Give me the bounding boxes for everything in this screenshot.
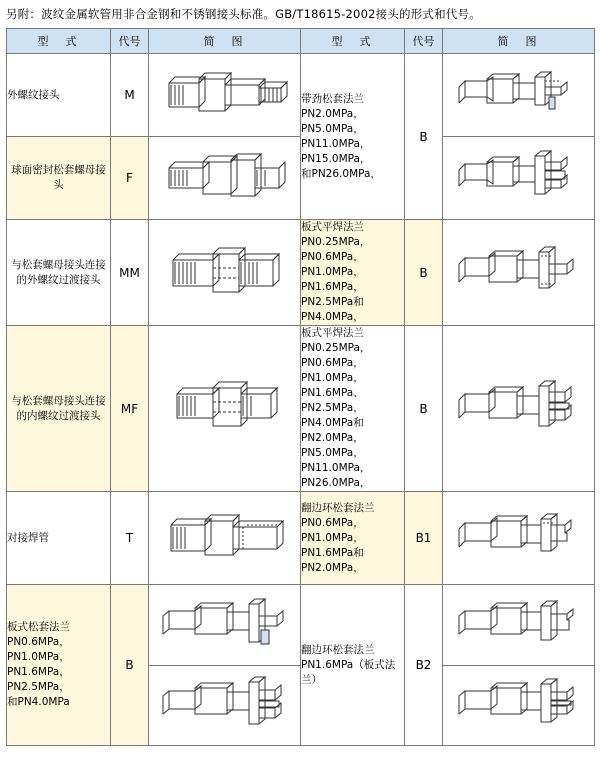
table-row (7, 326, 595, 492)
type-cell-left-2: 与松套螺母接头连接的外螺纹过渡接头 (7, 220, 111, 326)
code-cell-right-2: B (405, 326, 443, 492)
code-cell-left-3: MF (111, 326, 149, 492)
code-cell-right-1: B (405, 220, 443, 326)
spherical-seal-union-nut-fitting-diagram (155, 140, 295, 216)
table-row (7, 585, 595, 666)
header-type-left: 型 式 (7, 29, 111, 54)
figure-cell-left-3 (149, 326, 301, 492)
flared-ring-loose-flange-plate-diagram (449, 586, 589, 664)
male-thread-transition-fitting-diagram (155, 230, 295, 316)
figure-cell-right-0b (443, 137, 595, 220)
type-cell-left-1: 球面密封松套螺母接头 (7, 137, 111, 220)
type-cell-right-3: 翻边环松套法兰 PN0.6MPa，PN1.0MPa， PN1.6MPa和PN2.0MPa， (301, 492, 405, 585)
type-cell-right-0: 带劲松套法兰 PN2.0MPa，PN5.0MPa， PN11.0MPa，PN15.0MPa， 和PN26.0MPa， (301, 54, 405, 220)
type-cell-left-0: 外螺纹接头 (7, 54, 111, 137)
plate-welding-flange-high-pressure-diagram (449, 366, 589, 452)
code-cell-right-3: B1 (405, 492, 443, 585)
figure-cell-right-3 (443, 492, 595, 585)
code-cell-left-5: B (111, 585, 149, 746)
ribbed-loose-flange-diagram-2 (449, 140, 589, 216)
code-cell-right-4: B2 (405, 585, 443, 746)
male-thread-fitting-diagram (155, 57, 295, 133)
header-figure-left: 简 图 (149, 29, 301, 54)
female-thread-transition-fitting-diagram (155, 366, 295, 452)
fittings-table (6, 28, 595, 746)
figure-cell-right-4b (443, 665, 595, 746)
code-cell-left-2: MM (111, 220, 149, 326)
ribbed-loose-flange-diagram (449, 57, 589, 133)
plate-type-loose-flange-diagram-2 (155, 666, 295, 744)
figure-cell-right-4a (443, 585, 595, 666)
figure-cell-left-2 (149, 220, 301, 326)
header-code-right: 代号 (405, 29, 443, 54)
type-cell-right-4: 翻边环松套法兰 PN1.6MPa（板式法兰） (301, 585, 405, 746)
table-row (7, 54, 595, 137)
figure-cell-right-0a (443, 54, 595, 137)
flared-ring-loose-flange-diagram (449, 495, 589, 581)
figure-cell-right-1 (443, 220, 595, 326)
table-row (7, 492, 595, 585)
type-cell-left-4: 对接焊管 (7, 492, 111, 585)
page-title: 另附：波纹金属软管用非合金钢和不锈钢接头标准。GB/T18615-2002接头的形式和代号。 (6, 7, 481, 21)
header-figure-right: 简 图 (443, 29, 595, 54)
type-cell-right-2: 板式平焊法兰 PN0.25MPa，PN0.6MPa， PN1.0MPa，PN1.6MPa、 PN2.5MPa，PN4.0MPa和 PN2.0MPa，PN5.0MPa， PN11.0MPa，PN26.0MPa， (301, 326, 405, 492)
figure-cell-left-4 (149, 492, 301, 585)
butt-weld-pipe-diagram (155, 495, 295, 581)
table-row (7, 220, 595, 326)
table-header-row (7, 29, 595, 54)
plate-welding-flange-diagram (449, 230, 589, 316)
figure-cell-left-0 (149, 54, 301, 137)
type-cell-left-5: 板式松套法兰 PN0.6MPa，PN1.0MPa， PN1.6MPa，PN2.5MPa， 和PN4.0MPa (7, 585, 111, 746)
code-cell-right-0: B (405, 54, 443, 220)
header-type-right: 型 式 (301, 29, 405, 54)
flared-ring-loose-flange-plate-diagram-2 (449, 666, 589, 744)
code-cell-left-0: M (111, 54, 149, 137)
code-cell-left-4: T (111, 492, 149, 585)
figure-cell-left-5b (149, 665, 301, 746)
figure-cell-left-1 (149, 137, 301, 220)
type-cell-right-1: 板式平焊法兰 PN0.25MPa，PN0.6MPa， PN1.0MPa，PN1.6MPa， PN2.5MPa和PN4.0MPa， (301, 220, 405, 326)
figure-cell-right-2 (443, 326, 595, 492)
code-cell-left-1: F (111, 137, 149, 220)
plate-type-loose-flange-diagram (155, 586, 295, 664)
figure-cell-left-5a (149, 585, 301, 666)
type-cell-left-3: 与松套螺母接头连接的内螺纹过渡接头 (7, 326, 111, 492)
header-code-left: 代号 (111, 29, 149, 54)
